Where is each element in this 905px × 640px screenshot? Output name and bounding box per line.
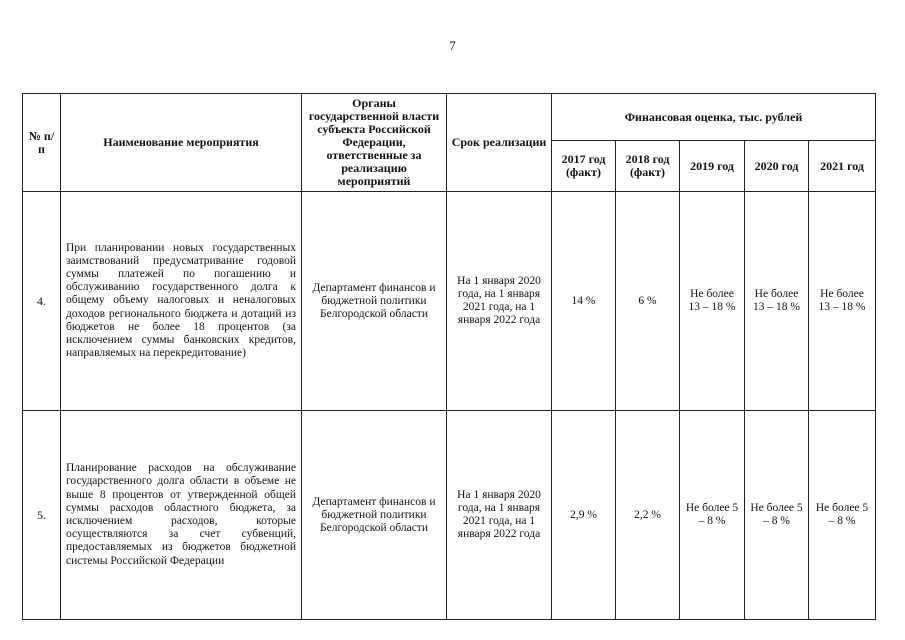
responsible-org: Департамент финансов и бюджетной политики Белгородской области (302, 411, 447, 620)
row-num: 5. (23, 411, 61, 620)
header-name: Наименование мероприятия (61, 94, 302, 192)
implementation-term: На 1 января 2020 года, на 1 января 2021 года, на 1 января 2022 года (447, 192, 552, 411)
value-2021: Не более 13 – 18 % (809, 192, 876, 411)
header-finance: Финансовая оценка, тыс. рублей (552, 94, 876, 141)
measures-table (22, 93, 876, 620)
header-num: № п/п (23, 94, 61, 192)
measure-name: Планирование расходов на обслуживание государственного долга области в объеме не выше 8 процентов от утвержденной общей суммы расходов областного бюджета, за исключением расходов, которые осуществляются за счет субвенций, предоставляемых из бюджетов бюджетной системы Российской Федерации (61, 411, 302, 620)
value-2018: 6 % (616, 192, 680, 411)
measure-name: При планировании новых государственных заимствований предусматривание годовой суммы платежей по погашению и обслуживанию государственного долга к общему объему налоговых и неналоговых доходов регионального бюджета и дотаций из бюджетов не более 18 процентов (за исключением суммы банковских кредитов, направляемых на перекредитование) (61, 192, 302, 411)
table-row (23, 192, 876, 411)
value-2021: Не более 5 – 8 % (809, 411, 876, 620)
header-org: Органы государственной власти субъекта Российской Федерации, ответственные за реализацию мероприятий (302, 94, 447, 192)
header-year-2019: 2019 год (680, 141, 745, 192)
header-term: Срок реализации (447, 94, 552, 192)
row-num: 4. (23, 192, 61, 411)
header-year-2020: 2020 год (745, 141, 809, 192)
value-2018: 2,2 % (616, 411, 680, 620)
header-year-2017: 2017 год (факт) (552, 141, 616, 192)
value-2017: 14 % (552, 192, 616, 411)
value-2019: Не более 13 – 18 % (680, 192, 745, 411)
implementation-term: На 1 января 2020 года, на 1 января 2021 года, на 1 января 2022 года (447, 411, 552, 620)
value-2020: Не более 13 – 18 % (745, 192, 809, 411)
header-year-2018: 2018 год (факт) (616, 141, 680, 192)
value-2017: 2,9 % (552, 411, 616, 620)
value-2019: Не более 5 – 8 % (680, 411, 745, 620)
header-year-2021: 2021 год (809, 141, 876, 192)
value-2020: Не более 5 – 8 % (745, 411, 809, 620)
responsible-org: Департамент финансов и бюджетной политики Белгородской области (302, 192, 447, 411)
table-row (23, 411, 876, 620)
page-number: 7 (449, 38, 456, 53)
